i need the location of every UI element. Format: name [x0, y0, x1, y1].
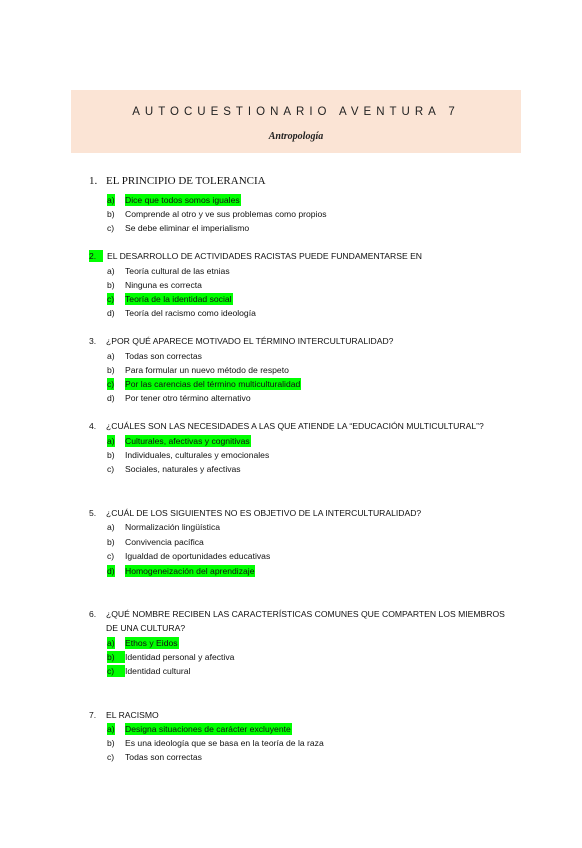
question-number: 4. — [89, 421, 97, 431]
option-letter: c) — [107, 665, 125, 677]
option-b[interactable] — [107, 449, 507, 461]
option-c[interactable] — [107, 463, 507, 475]
option-letter: a) — [107, 724, 115, 734]
option-b[interactable] — [107, 364, 507, 376]
option-letter: b) — [107, 280, 115, 290]
option-text: Identidad cultural — [125, 666, 191, 676]
option-c[interactable] — [107, 665, 507, 677]
question-text: ¿CUÁLES SON LAS NECESIDADES A LAS QUE ATIENDE LA “EDUCACIÓN MULTICULTURAL”? — [106, 421, 484, 431]
option-letter: a) — [107, 436, 115, 446]
option-text: Ninguna es correcta — [125, 280, 202, 290]
option-a[interactable] — [107, 350, 507, 362]
option-letter: a) — [107, 266, 115, 276]
option-c[interactable] — [107, 222, 507, 234]
option-text: Convivencia pacífica — [125, 537, 204, 547]
question-text: ¿QUÉ NOMBRE RECIBEN LAS CARACTERÍSTICAS COMUNES QUE COMPARTEN LOS MIEMBROS — [106, 609, 505, 619]
option-text: Se debe eliminar el imperialismo — [125, 223, 250, 233]
option-letter: d) — [107, 566, 115, 576]
option-c[interactable] — [107, 550, 507, 562]
question-text: EL PRINCIPIO DE TOLERANCIA — [106, 175, 266, 187]
option-d[interactable] — [107, 307, 507, 319]
question-text: ¿POR QUÉ APARECE MOTIVADO EL TÉRMINO INTERCULTURALIDAD? — [106, 336, 394, 346]
option-b[interactable] — [107, 208, 507, 220]
option-a[interactable] — [107, 435, 507, 447]
option-letter: c) — [107, 464, 115, 474]
option-text: Teoría cultural de las etnias — [125, 266, 230, 276]
option-a[interactable] — [107, 194, 507, 206]
option-letter: a) — [107, 351, 115, 361]
option-text: Teoría de la identidad social — [125, 294, 232, 304]
option-text: Identidad personal y afectiva — [125, 652, 235, 662]
option-letter: a) — [107, 638, 115, 648]
option-letter: b) — [107, 209, 115, 219]
option-text: Ethos y Eidos — [125, 638, 178, 648]
option-d[interactable] — [107, 565, 507, 577]
question-number: 7. — [89, 710, 97, 720]
option-text: Dice que todos somos iguales — [125, 195, 240, 205]
option-text: Todas son correctas — [125, 752, 202, 762]
document-subtitle: Antropología — [268, 131, 324, 142]
option-b[interactable] — [107, 279, 507, 291]
option-text: Individuales, culturales y emocionales — [125, 450, 270, 460]
option-letter: d) — [107, 393, 115, 403]
option-c[interactable] — [107, 293, 507, 305]
option-a[interactable] — [107, 637, 507, 649]
option-letter: b) — [107, 537, 115, 547]
option-text: Normalización lingüística — [125, 522, 221, 532]
option-letter: b) — [107, 365, 115, 375]
option-a[interactable] — [107, 265, 507, 277]
option-text: Sociales, naturales y afectivas — [125, 464, 241, 474]
option-text: Por las carencias del término multiculturalidad — [125, 379, 301, 389]
option-text: Para formular un nuevo método de respeto — [125, 365, 289, 375]
option-letter: d) — [107, 308, 115, 318]
option-text: Homogeneización del aprendizaje — [125, 566, 255, 576]
option-letter: b) — [107, 450, 115, 460]
option-a[interactable] — [107, 521, 507, 533]
option-letter: a) — [107, 195, 115, 205]
option-text: Comprende al otro y ve sus problemas como propios — [125, 209, 327, 219]
option-b[interactable] — [107, 536, 507, 548]
option-letter: b) — [107, 738, 115, 748]
option-letter: c) — [107, 752, 115, 762]
option-letter: c) — [107, 379, 115, 389]
option-b[interactable] — [107, 651, 507, 663]
option-letter: c) — [107, 294, 115, 304]
option-letter: b) — [107, 651, 125, 663]
option-text: Por tener otro término alternativo — [125, 393, 251, 403]
title-banner — [71, 90, 521, 153]
option-letter: a) — [107, 522, 115, 532]
option-c[interactable] — [107, 751, 507, 763]
question-number: 2. — [89, 250, 103, 262]
option-d[interactable] — [107, 392, 507, 404]
document-title: AUTOCUESTIONARIO AVENTURA 7 — [132, 106, 460, 118]
question-text: EL DESARROLLO DE ACTIVIDADES RACISTAS PUEDE FUNDAMENTARSE EN — [107, 251, 423, 261]
option-c[interactable] — [107, 378, 507, 390]
option-text: Culturales, afectivas y cognitivas — [125, 436, 250, 446]
option-a[interactable] — [107, 723, 507, 735]
question-number: 1. — [89, 175, 98, 187]
option-text: Es una ideología que se basa en la teoría de la raza — [125, 738, 324, 748]
option-text: Igualdad de oportunidades educativas — [125, 551, 271, 561]
question-number: 6. — [89, 609, 97, 619]
option-text: Teoría del racismo como ideología — [125, 308, 256, 318]
option-text: Todas son correctas — [125, 351, 202, 361]
option-letter: c) — [107, 551, 115, 561]
option-letter: c) — [107, 223, 115, 233]
question-text: EL RACISMO — [106, 710, 159, 720]
question-number: 5. — [89, 508, 97, 518]
question-number: 3. — [89, 336, 97, 346]
option-b[interactable] — [107, 737, 507, 749]
question-text-continued: DE UNA CULTURA? — [106, 623, 186, 633]
question-text: ¿CUÁL DE LOS SIGUIENTES NO ES OBJETIVO DE LA INTERCULTURALIDAD? — [106, 508, 422, 518]
option-text: Designa situaciones de carácter excluyente — [125, 724, 291, 734]
